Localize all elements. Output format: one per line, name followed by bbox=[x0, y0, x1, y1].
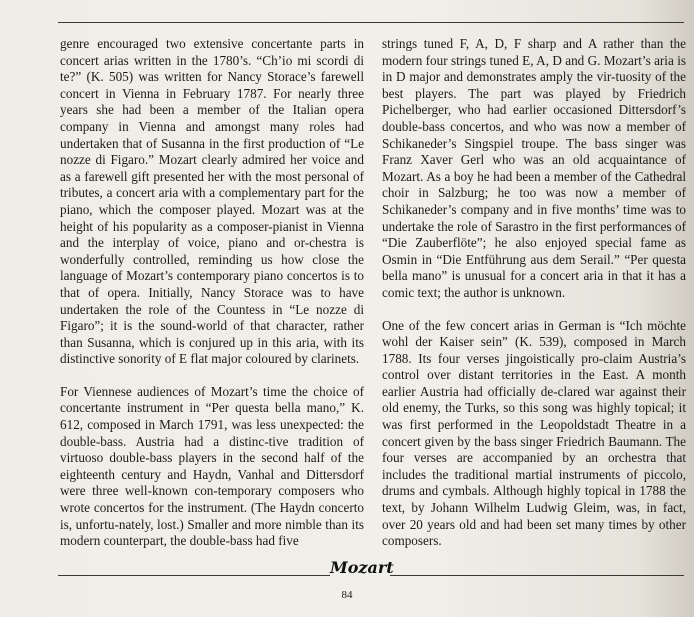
top-rule bbox=[58, 22, 684, 23]
right-paragraph-2: One of the few concert arias in German is “Ich möchte wohl der Kaiser sein” (K. 539), composed in March 1788. Its four verses jingoistically pro-claim Austria’s control over distant territories in the East. A month earlier Austria had officially de-clared war against their old enemy, the Turks, so this song was highly topical; it was first performed in the Leopoldstadt Theatre in a concert given by the bass singer Friedrich Baumann. The four verses are accompanied by an orchestra that includes the traditional martial instruments of piccolo, drums and cymbals. Although highly topical in 1788 the text, by Johann Wilhelm Ludwig Gleim, was, in fact, over 20 years old and had been set many times by other composers. bbox=[382, 317, 686, 549]
right-column bbox=[382, 36, 686, 566]
right-paragraph-1: strings tuned F, A, D, F sharp and A rather than the modern four strings tuned E, A, D and G. Mozart’s aria is in D major and demonstrates amply the vir-tuosity of the best players. The part was played by Friedrich Pichelberger, who had earlier occasioned Dittersdorf’s double-bass concertos, and who was now a member of Schikaneder’s Singspiel troupe. The bass singer was Franz Xaver Gerl who was an old acquaintance of Mozart. As a boy he had been a member of the Cathedral choir in Salzburg; he too was now a member of Schikaneder’s company and in five months’ time was to undertake the role of Sarastro in the first performances of “Die Zauberflöte”; he also enjoyed special fame as Osmin in “Die Entführung aus dem Serail.” “Per questa bella mano” is unusual for a concert aria in that it has a comic text; the author is unknown. bbox=[382, 36, 686, 300]
left-paragraph-1: genre encouraged two extensive concertante parts in concert arias written in the 1780’s. “Ch’io mi scordi di te?” (K. 505) was written for Nancy Storace’s farewell concert in Vienna in February 1787. For nearly three years she had been a member of the Italian opera company in Vienna and amongst many roles had undertaken that of Susanna in the first production of “Le nozze di Figaro.” Mozart clearly admired her voice and as a farewell gift presented her with the most personal of tributes, a concert aria with a complementary part for the piano, which the composer played. Mozart was at the height of his popularity as a composer-pianist in Vienna and the interplay of voice, piano and or-chestra is wonderfully controlled, reminding us how close the language of Mozart’s contemporary piano concertos is to that of opera. Initially, Nancy Storace was to have undertaken the role of the Countess in “Le nozze di Figaro”; it is the sound-world of that character, rather than Susanna, which is conjured up in this aria, with its distinctive sonority of E flat major coloured by clarinets. bbox=[60, 36, 364, 367]
left-paragraph-2: For Viennese audiences of Mozart’s time the choice of concertante instrument in “Per questa bella mano,” K. 612, composed in March 1791, was less unexpected: the double-bass. Austria had a distinc-tive tradition of virtuoso double-bass players in the second half of the eighteenth century and Haydn, Vanhal and Dittersdorf were three well-known con-temporary composers who wrote concertos for the instrument. (The Haydn concerto is, unfortu-nately, lost.) Smaller and more nimble than its modern counterpart, the double-bass had five bbox=[60, 383, 364, 549]
mozart-logo: Mozart bbox=[330, 558, 394, 577]
left-column bbox=[60, 36, 364, 566]
page-number: 84 bbox=[341, 589, 353, 601]
